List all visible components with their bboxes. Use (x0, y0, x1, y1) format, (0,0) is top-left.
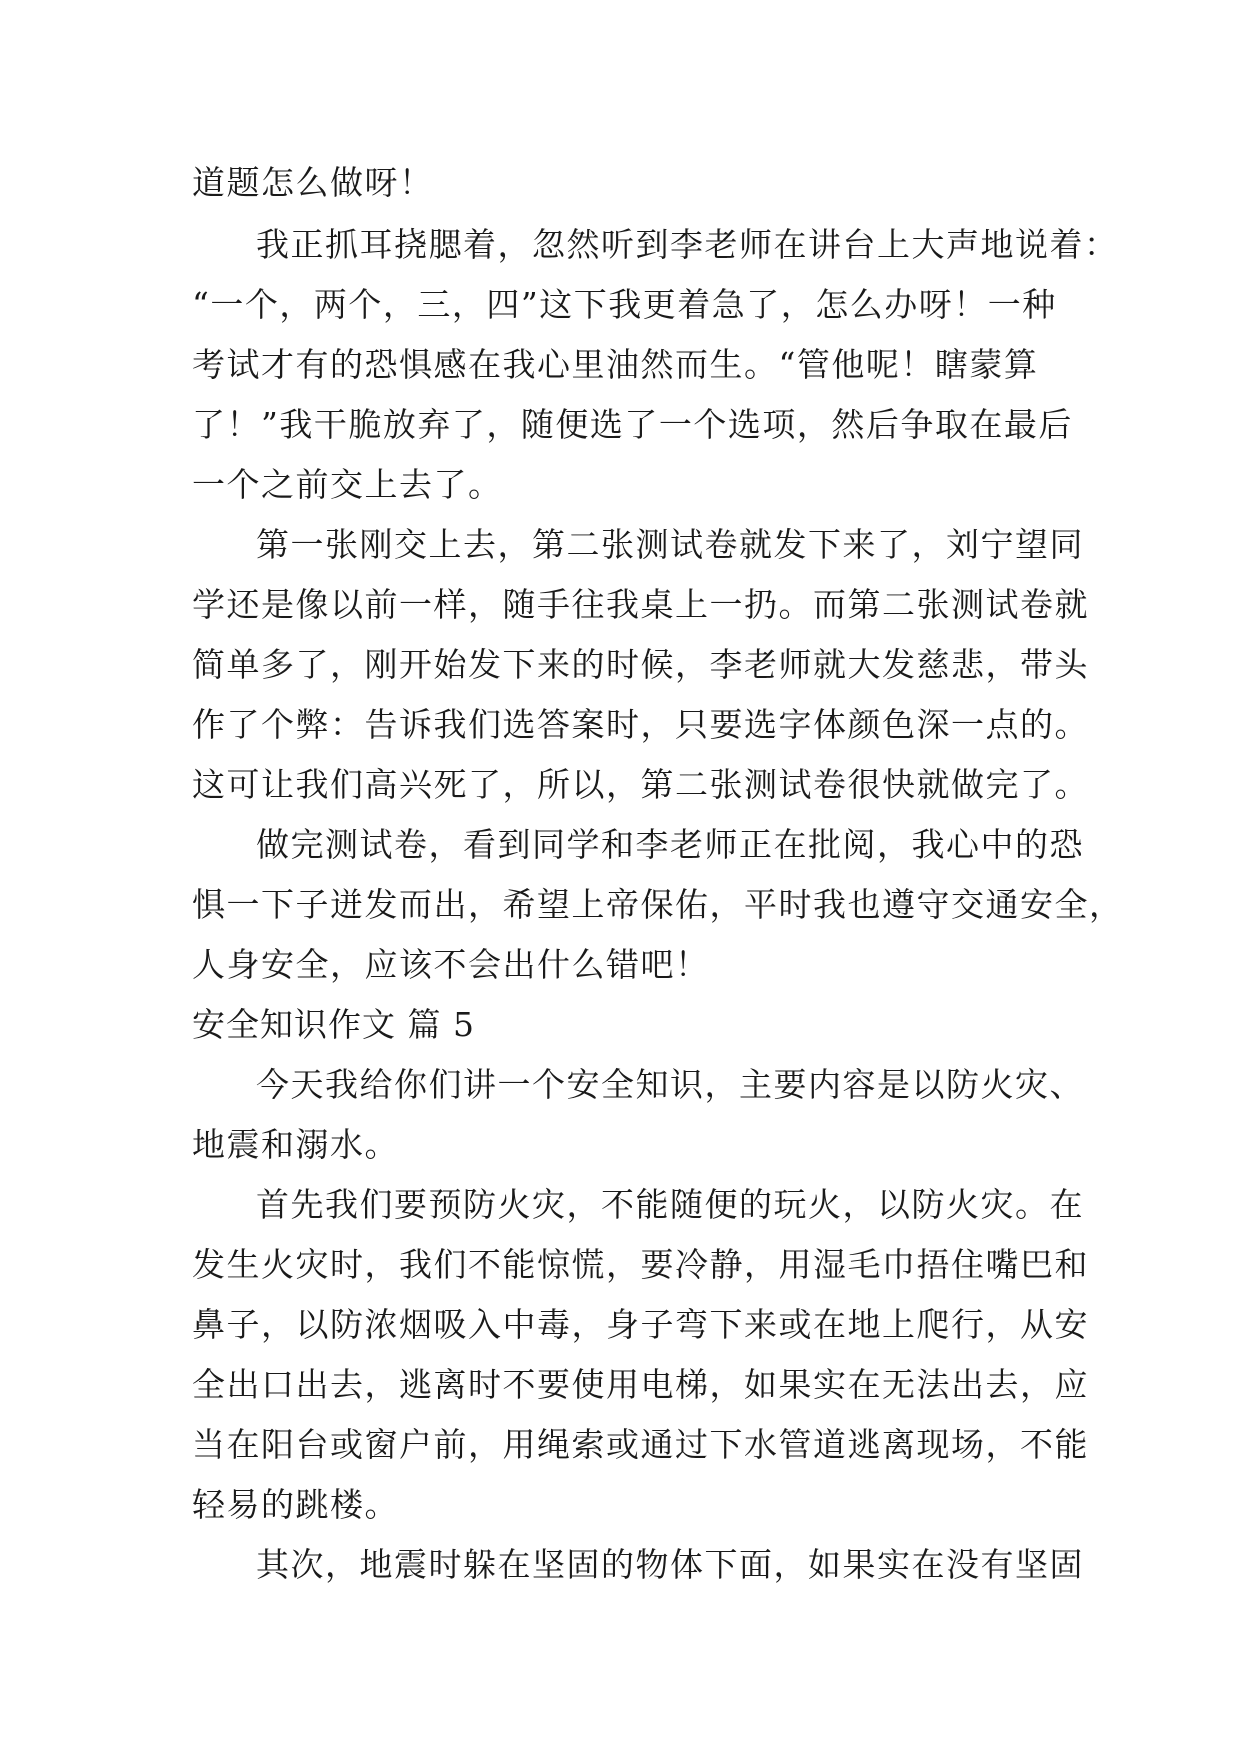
paragraph-start-line: 首先我们要预防火灾，不能随便的玩火，以防火灾。在 (256, 1185, 1084, 1224)
text-line: 一个之前交上去了。 (192, 465, 503, 504)
text-line: 这可让我们高兴死了，所以，第二张测试卷很快就做完了。 (192, 765, 1089, 804)
paragraph-start-line: 今天我给你们讲一个安全知识，主要内容是以防火灾、 (256, 1065, 1084, 1104)
text-line: 鼻子，以防浓烟吸入中毒，身子弯下来或在地上爬行，从安 (192, 1305, 1089, 1344)
text-line: “一个，两个，三，四”这下我更着急了，怎么办呀！一种 (192, 285, 1057, 324)
section-heading: 安全知识作文 篇 5 (192, 1005, 475, 1044)
paragraph-start-line: 其次，地震时躲在坚固的物体下面，如果实在没有坚固 (256, 1545, 1084, 1584)
text-line: 考试才有的恐惧感在我心里油然而生。“管他呢！瞎蒙算 (192, 345, 1039, 384)
text-line: 道题怎么做呀！ (192, 163, 434, 202)
text-line: 地震和溺水。 (192, 1125, 399, 1164)
text-line: 作了个弊：告诉我们选答案时，只要选字体颜色深一点的。 (192, 705, 1089, 744)
text-line: 轻易的跳楼。 (192, 1485, 399, 1524)
paragraph-start-line: 我正抓耳挠腮着，忽然听到李老师在讲台上大声地说着： (256, 225, 1119, 264)
text-line: 全出口出去，逃离时不要使用电梯，如果实在无法出去，应 (192, 1365, 1089, 1404)
text-line: 发生火灾时，我们不能惊慌，要冷静，用湿毛巾捂住嘴巴和 (192, 1245, 1089, 1284)
text-line: 当在阳台或窗户前，用绳索或通过下水管道逃离现场，不能 (192, 1425, 1089, 1464)
paragraph-start-line: 第一张刚交上去，第二张测试卷就发下来了，刘宁望同 (256, 525, 1084, 564)
text-line: 了！”我干脆放弃了，随便选了一个选项，然后争取在最后 (192, 405, 1073, 444)
text-line: 学还是像以前一样，随手往我桌上一扔。而第二张测试卷就 (192, 585, 1089, 624)
text-line: 惧一下子迸发而出，希望上帝保佑，平时我也遵守交通安全， (192, 885, 1124, 924)
paragraph-start-line: 做完测试卷，看到同学和李老师正在批阅，我心中的恐 (256, 825, 1084, 864)
text-line: 人身安全，应该不会出什么错吧！ (192, 945, 710, 984)
text-line: 简单多了，刚开始发下来的时候，李老师就大发慈悲，带头 (192, 645, 1089, 684)
